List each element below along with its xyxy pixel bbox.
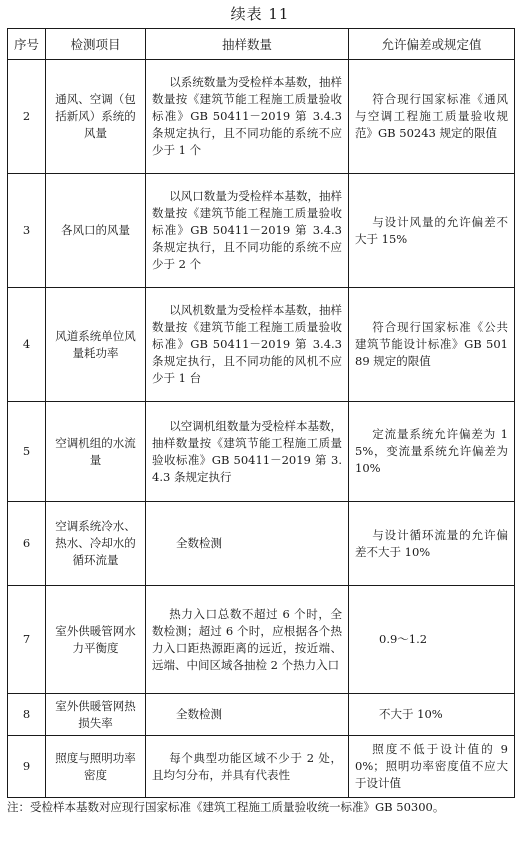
row-tolerance: 0.9～1.2 <box>349 586 515 694</box>
row-no: 7 <box>8 586 46 694</box>
row-sampling: 以系统数量为受检样本基数，抽样数量按《建筑节能工程施工质量验收标准》GB 50411－2019 第 3.4.3 条规定执行，且不同功能的系统不应少于 1 个 <box>146 60 349 174</box>
table-row <box>8 288 515 402</box>
row-no: 8 <box>8 694 46 736</box>
row-no: 2 <box>8 60 46 174</box>
row-item: 风道系统单位风量耗功率 <box>46 288 146 402</box>
table-row <box>8 736 515 798</box>
row-sampling: 以空调机组数量为受检样本基数，抽样数量按《建筑节能工程施工质量验收标准》GB 50411－2019 第 3.4.3 条规定执行 <box>146 402 349 502</box>
table-title: 续表 11 <box>230 5 290 23</box>
row-item: 室外供暖管网热损失率 <box>46 694 146 736</box>
header-item: 检测项目 <box>46 29 146 60</box>
row-item: 空调机组的水流量 <box>46 402 146 502</box>
inspection-table <box>7 28 515 798</box>
row-no: 3 <box>8 174 46 288</box>
row-sampling: 以风机数量为受检样本基数，抽样数量按《建筑节能工程施工质量验收标准》GB 50411－2019 第 3.4.3 条规定执行，且不同功能的风机不应少于 1 台 <box>146 288 349 402</box>
row-item: 照度与照明功率密度 <box>46 736 146 798</box>
row-tolerance: 定流量系统允许偏差为 15%，变流量系统允许偏差为 10% <box>349 402 515 502</box>
row-tolerance: 不大于 10% <box>349 694 515 736</box>
row-tolerance: 照度不低于设计值的 90%；照明功率密度值不应大于设计值 <box>349 736 515 798</box>
row-no: 6 <box>8 502 46 586</box>
row-item: 室外供暖管网水力平衡度 <box>46 586 146 694</box>
row-tolerance: 与设计风量的允许偏差不大于 15% <box>349 174 515 288</box>
row-sampling: 全数检测 <box>146 694 349 736</box>
row-tolerance: 与设计循环流量的允许偏差不大于 10% <box>349 502 515 586</box>
row-no: 5 <box>8 402 46 502</box>
header-row <box>8 29 515 60</box>
header-sampling: 抽样数量 <box>146 29 349 60</box>
row-sampling: 每个典型功能区域不少于 2 处，且均匀分布，并具有代表性 <box>146 736 349 798</box>
row-item: 通风、空调（包括新风）系统的风量 <box>46 60 146 174</box>
row-no: 9 <box>8 736 46 798</box>
row-no: 4 <box>8 288 46 402</box>
table-row <box>8 502 515 586</box>
table-row <box>8 694 515 736</box>
row-tolerance: 符合现行国家标准《通风与空调工程施工质量验收规范》GB 50243 规定的限值 <box>349 60 515 174</box>
header-no: 序号 <box>8 29 46 60</box>
row-tolerance: 符合现行国家标准《公共建筑节能设计标准》GB 50189 规定的限值 <box>349 288 515 402</box>
table-note: 注：受检样本基数对应现行国家标准《建筑工程施工质量验收统一标准》GB 50300。 <box>7 800 445 814</box>
row-sampling: 热力入口总数不超过 6 个时，全数检测；超过 6 个时，应根据各个热力入口距热源距离的远近，按近端、远端、中间区域各抽检 2 个热力入口 <box>146 586 349 694</box>
table-row <box>8 174 515 288</box>
table-row <box>8 586 515 694</box>
table-row <box>8 60 515 174</box>
row-sampling: 全数检测 <box>146 502 349 586</box>
header-tolerance: 允许偏差或规定值 <box>349 29 515 60</box>
row-sampling: 以风口数量为受检样本基数，抽样数量按《建筑节能工程施工质量验收标准》GB 50411－2019 第 3.4.3 条规定执行，且不同功能的系统不应少于 2 个 <box>146 174 349 288</box>
row-item: 各风口的风量 <box>46 174 146 288</box>
row-item: 空调系统冷水、热水、冷却水的循环流量 <box>46 502 146 586</box>
table-row <box>8 402 515 502</box>
